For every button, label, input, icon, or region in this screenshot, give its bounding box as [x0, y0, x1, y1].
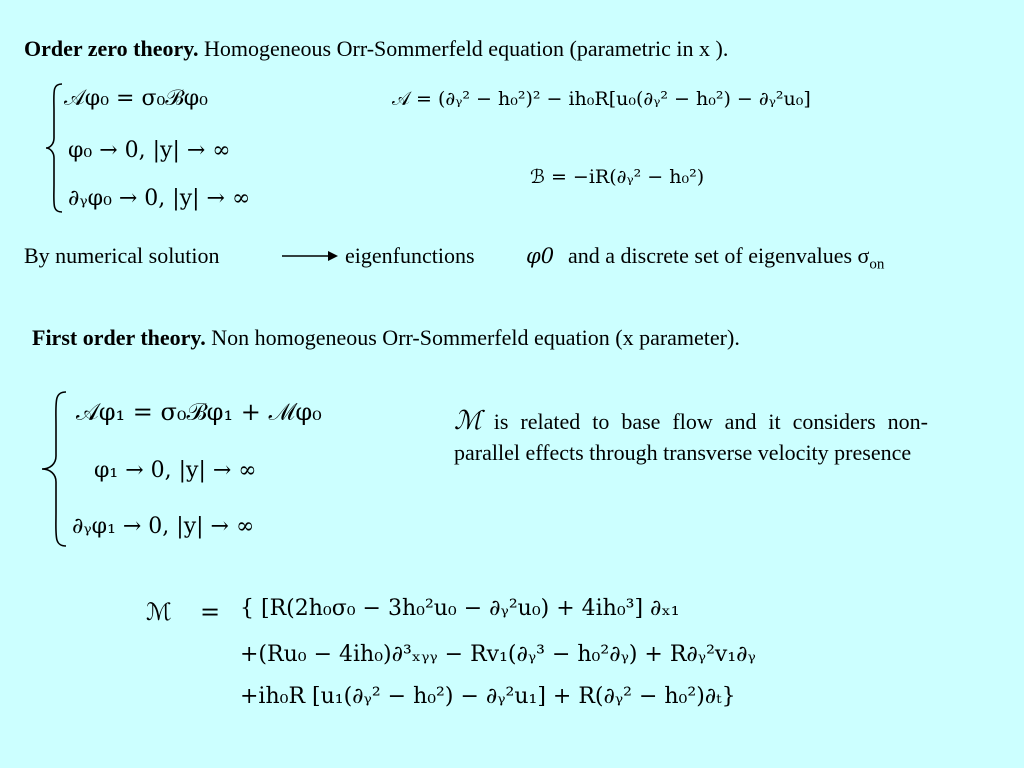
M-symbol: ℳ — [454, 406, 482, 436]
first-order-system — [72, 392, 372, 552]
eigenfunctions-label: eigenfunctions — [345, 243, 475, 268]
first-order-eq1: 𝒜φ₁ = σ₀ℬφ₁ + ℳφ₀ — [76, 398, 322, 426]
order-zero-title: Order zero theory. — [24, 36, 199, 61]
numerical-solution-text: By numerical solution — [24, 243, 220, 268]
order-zero-brace — [44, 82, 64, 214]
operator-A-definition: 𝒜 = (∂ᵧ² − h₀²)² − ih₀R[u₀(∂ᵧ² − h₀²) − ∂ᵧ²u₀] — [392, 88, 811, 110]
phi-zero-symbol: φ0 — [526, 244, 555, 268]
first-order-eq2: φ₁ → 0, |y| → ∞ — [94, 458, 257, 483]
first-order-brace — [40, 390, 68, 548]
order-zero-system — [64, 86, 364, 216]
first-order-heading — [32, 325, 740, 351]
M-definition-line3: +ih₀R [u₁(∂ᵧ² − h₀²) − ∂ᵧ²u₁] + R(∂ᵧ² − h₀²)∂ₜ} — [240, 684, 736, 709]
eigenvalues-text — [568, 243, 884, 273]
eigenvalues-label: and a discrete set of eigenvalues σ — [568, 243, 870, 268]
first-order-subtitle: Non homogeneous Orr-Sommerfeld equation (x parameter). — [205, 325, 740, 350]
M-definition-equals: = — [200, 598, 221, 626]
eigenvalue-subscript: on — [869, 256, 885, 273]
first-order-eq3: ∂ᵧφ₁ → 0, |y| → ∞ — [72, 514, 255, 539]
first-order-title: First order theory. — [32, 325, 206, 350]
M-definition-lhs: ℳ — [146, 598, 172, 626]
right-arrow-icon — [280, 246, 340, 266]
order-zero-eq1: 𝒜φ₀ = σ₀ℬφ₀ — [64, 86, 208, 111]
order-zero-subtitle: Homogeneous Orr-Sommerfeld equation (parametric in x ). — [198, 36, 729, 61]
order-zero-eq2: φ₀ → 0, |y| → ∞ — [68, 138, 231, 163]
M-definition-line1: { [R(2h₀σ₀ − 3h₀²u₀ − ∂ᵧ²u₀) + 4ih₀³] ∂ₓ₁ — [240, 596, 680, 621]
order-zero-heading — [24, 36, 728, 62]
M-definition-line2: +(Ru₀ − 4ih₀)∂³ₓᵧᵧ − Rv₁(∂ᵧ³ − h₀²∂ᵧ) + R∂ᵧ²v₁∂ᵧ — [240, 642, 756, 667]
M-note-text: is related to base flow and it considers non-parallel effects through transverse velocity presence — [454, 409, 928, 465]
order-zero-eq3: ∂ᵧφ₀ → 0, |y| → ∞ — [68, 186, 251, 211]
operator-B-definition: ℬ = −iR(∂ᵧ² − h₀²) — [530, 166, 705, 188]
M-operator-note — [454, 406, 928, 468]
